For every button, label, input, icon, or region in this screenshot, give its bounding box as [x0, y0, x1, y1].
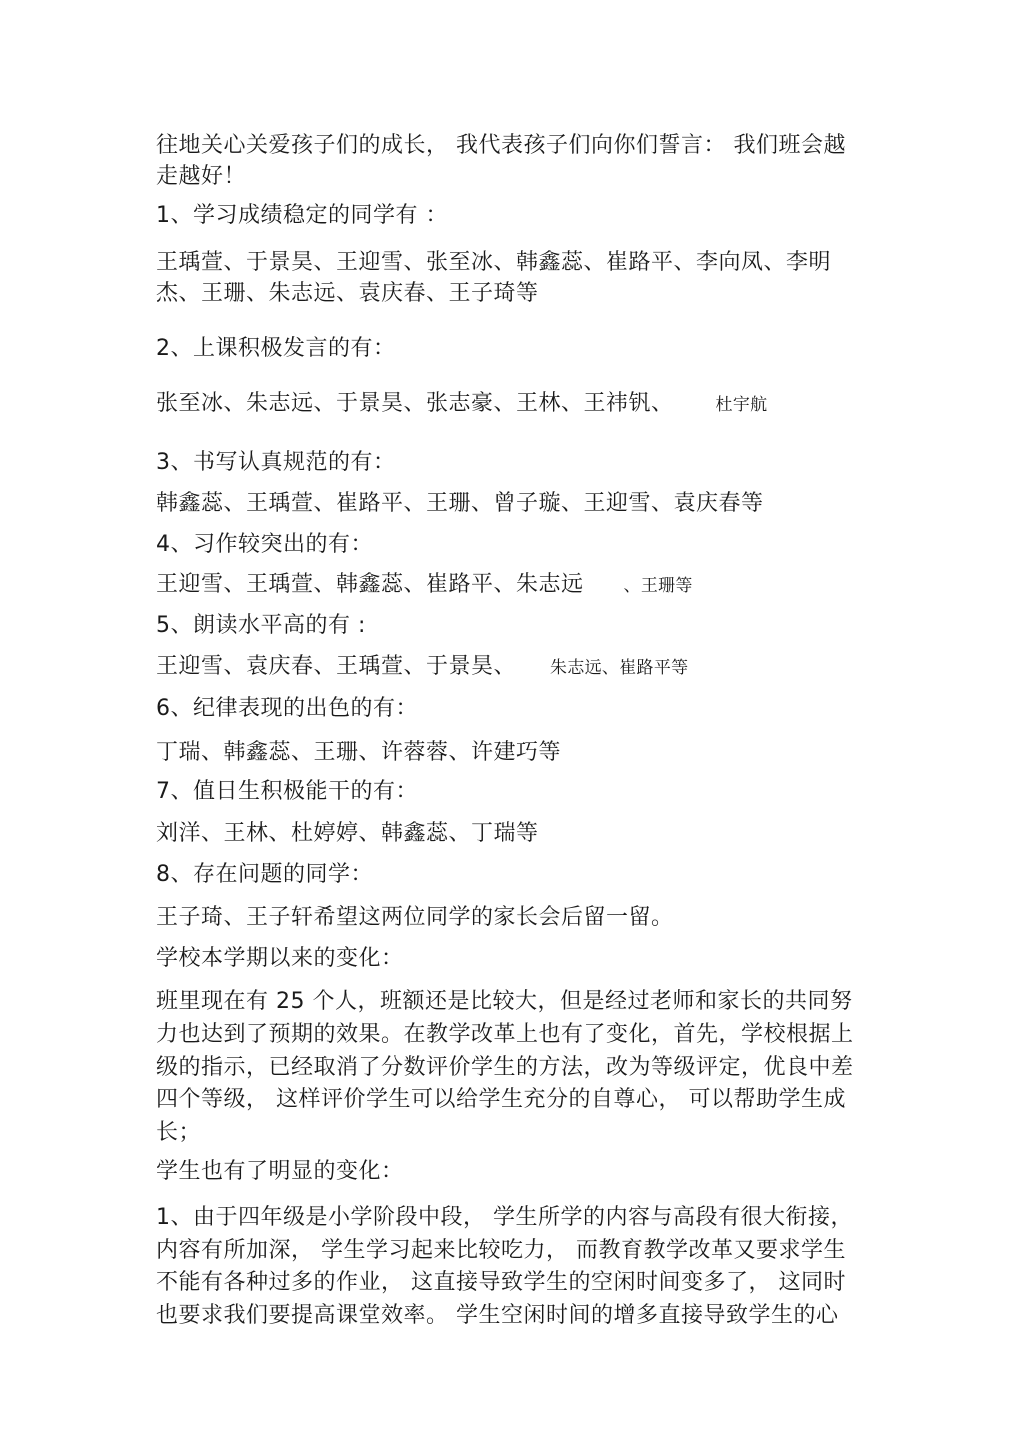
name-list-line: 王瑀萱、于景昊、王迎雪、张至冰、韩鑫蕊、崔路平、李向凤、李明 — [156, 250, 832, 275]
paragraph-line: 往地关心关爱孩子们的成长， 我代表孩子们向你们誓言： 我们班会越 — [156, 133, 846, 158]
name-list-line: 韩鑫蕊、王瑀萱、崔路平、王珊、曾子璇、王迎雪、袁庆春等 — [156, 491, 764, 516]
section-heading: 学校本学期以来的变化： — [156, 946, 404, 971]
list-heading: 2、上课积极发言的有： — [156, 336, 396, 361]
list-heading: 4、习作较突出的有： — [156, 532, 373, 557]
paragraph-line: 王子琦、王子轩希望这两位同学的家长会后留一留。 — [156, 905, 674, 930]
name-list-line: 丁瑞、韩鑫蕊、王珊、许蓉蓉、许建巧等 — [156, 740, 562, 765]
name-list-line — [156, 389, 767, 420]
paragraph-line: 长； — [156, 1120, 202, 1145]
paragraph-line: 班里现在有 25 个人，班额还是比较大，但是经过老师和家长的共同努 — [156, 989, 853, 1014]
list-heading: 6、纪律表现的出色的有： — [156, 696, 418, 721]
name-list-line: 刘洋、王林、杜婷婷、韩鑫蕊、丁瑞等 — [156, 821, 539, 846]
name-list-text: 张至冰、朱志远、于景昊、张志豪、王林、王祎钒、 — [156, 391, 674, 416]
name-list-text-small: 杜宇航 — [715, 395, 768, 415]
list-heading: 5、朗读水平高的有 : — [156, 613, 366, 638]
paragraph-line: 四个等级， 这样评价学生可以给学生充分的自尊心， 可以帮助学生成 — [156, 1087, 846, 1112]
paragraph-line: 1、由于四年级是小学阶段中段， 学生所学的内容与高段有很大衔接， — [156, 1205, 853, 1230]
paragraph-line: 力也达到了预期的效果。在教学改革上也有了变化，首先，学校根据上 — [156, 1022, 854, 1047]
name-list-line: 杰、王珊、朱志远、袁庆春、王子琦等 — [156, 281, 539, 306]
paragraph-line: 走越好！ — [156, 164, 247, 189]
list-heading: 7、值日生积极能干的有： — [156, 779, 418, 804]
name-list-text: 王迎雪、王瑀萱、韩鑫蕊、崔路平、朱志远 — [156, 572, 584, 597]
paragraph-line: 级的指示，已经取消了分数评价学生的方法，改为等级评定，优良中差 — [156, 1055, 854, 1080]
name-list-text-small: 朱志远、崔路平等 — [550, 658, 689, 678]
paragraph-line: 也要求我们要提高课堂效率。 学生空闲时间的增多直接导致学生的心 — [156, 1303, 839, 1328]
list-heading: 3、书写认真规范的有： — [156, 450, 396, 475]
name-list-text: 王迎雪、袁庆春、王瑀萱、于景昊、 — [156, 654, 517, 679]
paragraph-line: 不能有各种过多的作业， 这直接导致学生的空闲时间变多了， 这同时 — [156, 1270, 846, 1295]
list-heading: 8、存在问题的同学： — [156, 862, 373, 887]
name-list-text-small: 、王珊等 — [623, 576, 693, 596]
paragraph-line: 内容有所加深， 学生学习起来比较吃力， 而教育教学改革又要求学生 — [156, 1238, 846, 1263]
list-heading: 1、学习成绩稳定的同学有 ： — [156, 203, 448, 228]
name-list-line — [156, 570, 693, 601]
name-list-line — [156, 652, 688, 683]
section-heading: 学生也有了明显的变化： — [156, 1159, 404, 1184]
